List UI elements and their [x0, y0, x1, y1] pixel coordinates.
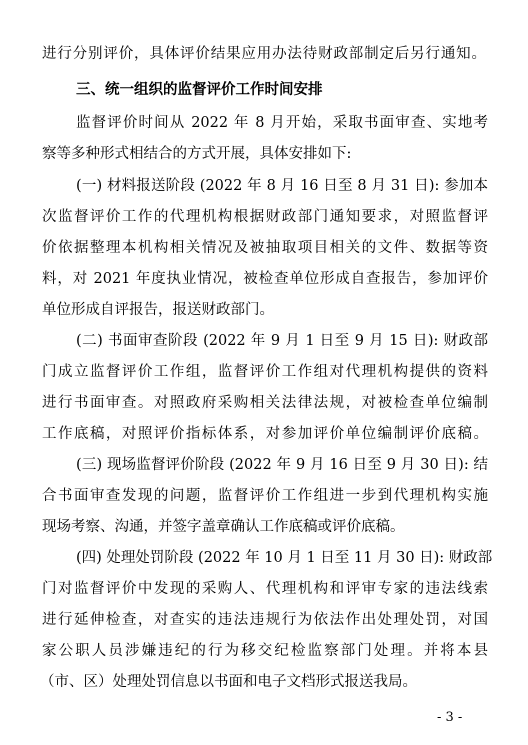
paragraph-continuation-line: 进行分别评价，具体评价结果应用办法待财政部制定后另行通知。 — [42, 46, 486, 62]
paragraph-line: 料，对 2021 年度执业情况，被检查单位形成自查报告，参加评价 — [42, 271, 488, 287]
paragraph-line: 工作底稿，对照评价指标体系，对参加评价单位编制评价底稿。 — [42, 426, 488, 442]
paragraph-line: 门成立监督评价工作组，监督评价工作组对代理机构提供的资料 — [42, 364, 488, 380]
paragraph-line: 进行书面审查。对照政府采购相关法律法规，对被检查单位编制 — [42, 395, 488, 411]
paragraph-line: 价依据整理本机构相关情况及被抽取项目相关的文件、数据等资 — [42, 240, 488, 256]
paragraph-line: (一) 材料报送阶段 (2022 年 8 月 16 日至 8 月 31 日): 参加本 — [76, 178, 488, 194]
paragraph-line: 察等多种形式相结合的方式开展，具体安排如下: — [42, 146, 352, 162]
section-heading: 三、统一组织的监督评价工作时间安排 — [76, 82, 323, 98]
paragraph-line: 进行延伸检查，对查实的违法违规行为依法作出处理处罚，对国 — [42, 612, 488, 628]
paragraph-line: 合书面审查发现的问题，监督评价工作组进一步到代理机构实施 — [42, 488, 488, 504]
paragraph-line: 现场考察、沟通，并签字盖章确认工作底稿或评价底稿。 — [42, 519, 405, 535]
paragraph-line: 门对监督评价中发现的采购人、代理机构和评审专家的违法线索 — [42, 581, 488, 597]
paragraph-line: 次监督评价工作的代理机构根据财政部门通知要求，对照监督评 — [42, 209, 488, 225]
paragraph-line: （市、区）处理处罚信息以书面和电子文档形式报送我局。 — [40, 674, 417, 690]
paragraph-line: 监督评价时间从 2022 年 8 月开始，采取书面审查、实地考 — [76, 115, 488, 131]
paragraph-line: 单位形成自评报告，报送财政部门。 — [42, 302, 274, 318]
paragraph-line: (二) 书面审查阶段 (2022 年 9 月 1 日至 9 月 15 日): 财政部 — [76, 333, 488, 349]
paragraph-line: 家公职人员涉嫌违纪的行为移交纪检监察部门处理。并将本县 — [42, 643, 488, 659]
page-number: - 3 - — [437, 710, 463, 725]
paragraph-line: (三) 现场监督评价阶段 (2022 年 9 月 16 日至 9 月 30 日): 结 — [76, 457, 488, 473]
paragraph-line: (四) 处理处罚阶段 (2022 年 10 月 1 日至 11 月 30 日): 财政部 — [76, 550, 493, 566]
